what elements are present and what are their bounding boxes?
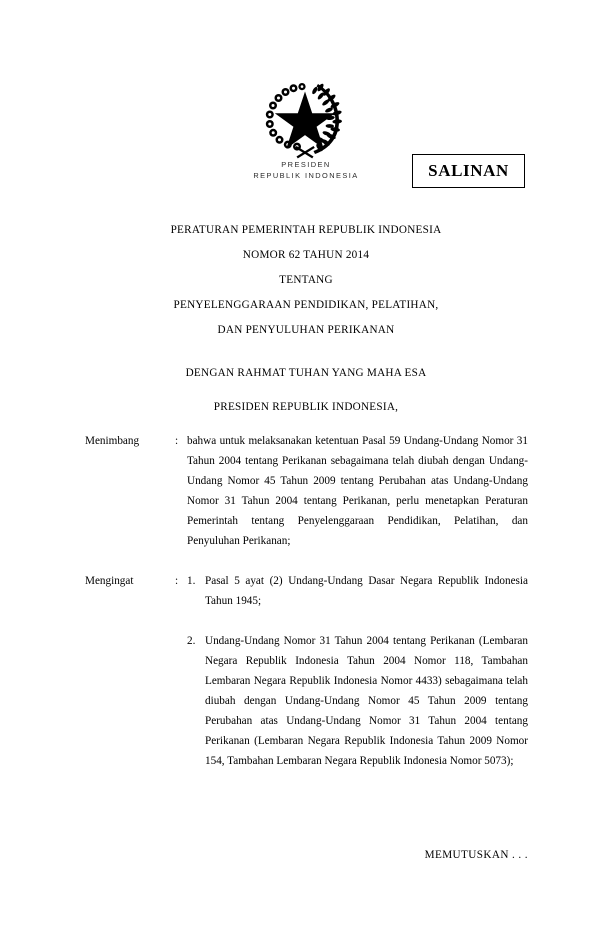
list-item-text: Pasal 5 ayat (2) Undang-Undang Dasar Negara Republik Indonesia Tahun 1945; (205, 575, 528, 607)
title-line-subject-2: DAN PENYULUHAN PERIKANAN (217, 324, 395, 336)
page-continuation (56, 845, 528, 863)
list-item (187, 571, 528, 611)
clause-spacer (85, 551, 528, 571)
clause-mengingat-body (187, 571, 528, 771)
list-item-text: Undang-Undang Nomor 31 Tahun 2004 tentang Perikanan (Lembaran Negara Republik Indonesia Tahun 2004 Nomor 118, Tambahan Lembaran Negara Republik Indonesia Nomor 4433) sebagaimana telah diubah dengan Undang-Undang Nomor 45 Tahun 2009 tentang Perubahan atas Undang-Undang Nomor 31 Tahun 2004 tentang Perikanan (Lembaran Negara Republik Indonesia Tahun 2009 Nomor 154, Tambahan Lembaran Negara Republik Indonesia Nomor 5073); (205, 635, 528, 767)
salinan-stamp-label: SALINAN (428, 161, 509, 180)
emblem-caption-line-2: REPUBLIK INDONESIA (253, 170, 359, 180)
title-line-subject-1: PENYELENGGARAAN PENDIDIKAN, PELATIHAN, (173, 299, 439, 311)
preamble-line-president: PRESIDEN REPUBLIK INDONESIA, (213, 401, 399, 413)
list-item (187, 631, 528, 771)
indonesia-presidential-seal-icon (256, 70, 354, 162)
clause-menimbang-paragraph: bahwa untuk melaksanakan ketentuan Pasal 59 Undang-Undang Nomor 31 Tahun 2004 tentang Perikanan sebagaimana telah diubah dengan Undang-Undang Nomor 45 Tahun 2009 tentang Perubahan atas Undang-Undang Nomor 31 Tahun 2004 tentang Perikanan, perlu menetapkan Peraturan Pemerintah tentang Penyelenggaraan Pendidikan, Pelatihan, dan Penyuluhan Perikanan; (187, 435, 528, 547)
clause-mengingat-label: Mengingat (85, 575, 134, 587)
document-preamble-block (56, 356, 556, 424)
clause-menimbang (85, 431, 528, 551)
page-continuation-label: MEMUTUSKAN . . . (424, 849, 528, 861)
title-line-tentang: TENTANG (279, 274, 333, 286)
list-item-marker: 2. (187, 635, 196, 647)
document-title-block (56, 218, 556, 343)
document-header (0, 70, 612, 190)
clause-menimbang-label: Menimbang (85, 435, 140, 447)
salinan-stamp (412, 154, 525, 188)
title-line-number: NOMOR 62 TAHUN 2014 (242, 249, 370, 261)
list-item-marker: 1. (187, 575, 196, 587)
preamble-line-blessing: DENGAN RAHMAT TUHAN YANG MAHA ESA (185, 367, 427, 379)
clause-mengingat (85, 571, 528, 771)
document-clauses (85, 431, 528, 771)
title-line-regulation: PERATURAN PEMERINTAH REPUBLIK INDONESIA (170, 224, 442, 236)
clause-mengingat-colon: : (175, 575, 179, 587)
clause-menimbang-body (187, 431, 528, 551)
clause-menimbang-colon: : (175, 435, 179, 447)
mengingat-list (187, 571, 528, 771)
emblem-caption (206, 160, 406, 181)
emblem-caption-line-1: PRESIDEN (281, 160, 331, 169)
